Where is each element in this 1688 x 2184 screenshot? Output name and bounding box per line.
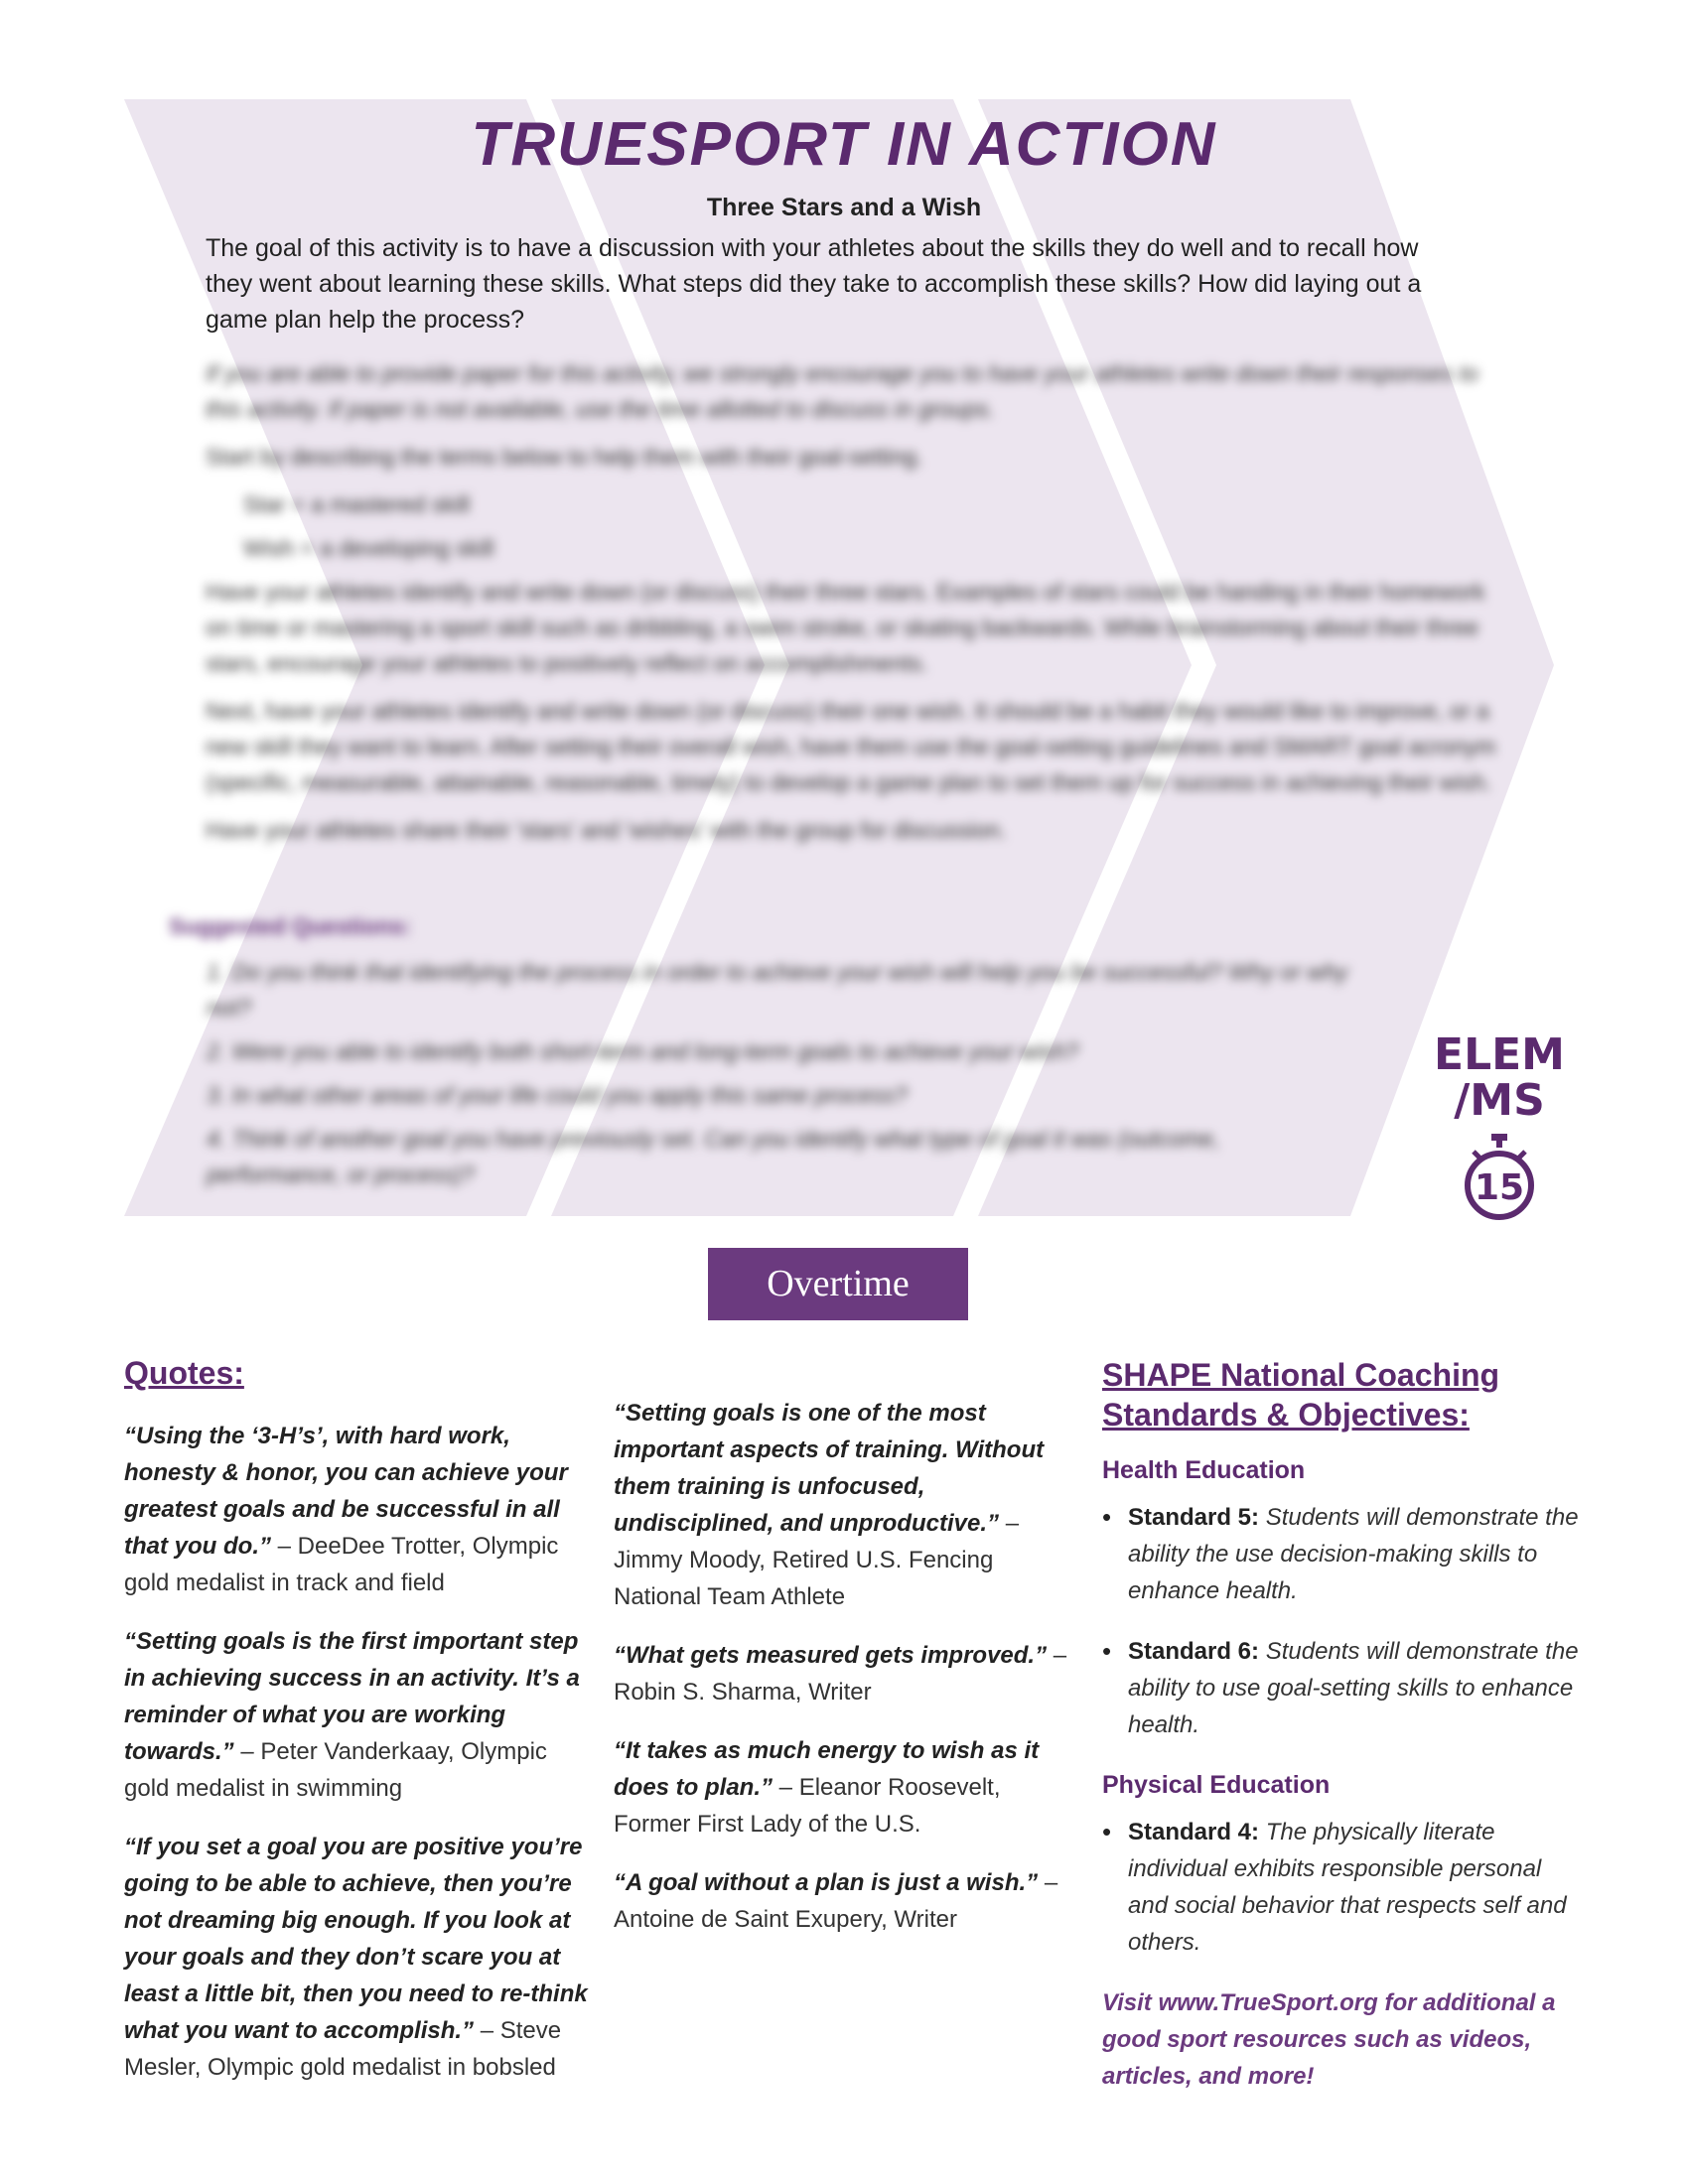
quote-author: – Eleanor Roosevelt, Former First Lady of the U.S.	[614, 1774, 1001, 1838]
stars-paragraph: Have your athletes identify and write down (or discuss) their three stars. Examples of stars could be handing in their homework on time or mastering a sport skill such as dribbling, a swim stroke, or skating backwards. While brainstorming about their three stars, encourage your athletes to positively reflect on accomplishments.	[206, 579, 1485, 676]
question-item: 1. Do you think that identifying the process in order to achieve your wish will help you be successful? Why or why not?	[207, 959, 1348, 1021]
quote	[614, 1732, 1080, 1843]
quote-text: “If you set a goal you are positive you’re going to be able to achieve, then you’re not dreaming big enough. If you look at your goals and they don’t scare you at least a little bit, then you need to re-think what you want to accomplish.”	[124, 1834, 588, 2044]
quote-author: – Jimmy Moody, Retired U.S. Fencing National Team Athlete	[614, 1510, 1020, 1610]
paper-note: If you are able to provide paper for this activity, we strongly encourage you to have your athletes write down their responses to this activity. If paper is not available, use the time allotted to discuss in groups.	[206, 360, 1478, 422]
activity-subtitle: Three Stars and a Wish	[706, 194, 982, 221]
standard-item	[1102, 1814, 1579, 1961]
quotes-column-2	[614, 1395, 1080, 1960]
quote	[614, 1637, 1080, 1710]
quote-author: – Robin S. Sharma, Writer	[614, 1642, 1067, 1706]
stopwatch-icon	[1460, 1132, 1539, 1221]
quote-text: “Setting goals is one of the most important aspects of training. Without them training is unfocused, undisciplined, and unproductive.”	[614, 1400, 1045, 1537]
standard-label: Standard 6:	[1128, 1638, 1260, 1665]
shape-standards-column	[1102, 1355, 1579, 2095]
shape-heading-text: SHAPE National Coaching Standards & Objectives:	[1102, 1357, 1500, 1433]
quote-author: – Antoine de Saint Exupery, Writer	[614, 1869, 1058, 1933]
quote-text: “A goal without a plan is just a wish.”	[614, 1869, 1039, 1896]
intro-paragraph: The goal of this activity is to have a discussion with your athletes about the skills they do well and to recall how they went about learning these skills. What steps did they take to accomplish these skills? How did laying out a game plan help the process?	[206, 234, 1422, 334]
quote	[124, 1623, 591, 1807]
quote-author: – DeeDee Trotter, Olympic gold medalist in track and field	[124, 1533, 559, 1596]
term-star: Star = a mastered skill	[243, 491, 471, 517]
blurred-instructions	[206, 355, 1516, 860]
shape-heading	[1102, 1355, 1579, 1434]
standard-text: The physically literate individual exhibits responsible personal and social behavior that respects self and others.	[1128, 1819, 1567, 1956]
question-item: 2. Were you able to identify both short-term and long-term goals to achieve your wish?	[207, 1038, 1078, 1064]
quote	[124, 1829, 591, 2086]
share-paragraph: Have your athletes share their 'stars' and 'wishes' with the group for discussion.	[206, 817, 1007, 843]
quotes-column-1	[124, 1355, 591, 2108]
standard-text: Students will demonstrate the ability to use goal-setting skills to enhance health.	[1128, 1638, 1579, 1738]
header	[0, 109, 1688, 222]
quote	[614, 1395, 1080, 1615]
standard-text: Students will demonstrate the ability the use decision-making skills to enhance health.	[1128, 1504, 1579, 1604]
level-badge	[1430, 1029, 1569, 1226]
terms-intro: Start by describing the terms below to help them with their goal-setting.	[206, 444, 923, 470]
suggested-questions-title: Suggested Questions:	[169, 913, 412, 939]
quote-text: “Using the ‘3-H’s’, with hard work, honesty & honor, you can achieve your greatest goals and be successful in all that you do.”	[124, 1423, 568, 1560]
standard-item	[1102, 1633, 1579, 1743]
question-list	[169, 954, 1360, 1192]
question-item: 4. Think of another goal you have previously set. Can you identify what type of goal it was (outcome, performance, or process)?	[207, 1126, 1220, 1187]
overtime-banner: Overtime	[708, 1248, 968, 1320]
timer-minutes: 15	[1474, 1167, 1525, 1208]
quote-text: “Setting goals is the first important step in achieving success in an activity. It’s a reminder of what you are working towards.”	[124, 1628, 580, 1765]
quote-author: – Steve Mesler, Olympic gold medalist in bobsled	[124, 2017, 562, 2081]
health-education-heading: Health Education	[1102, 1456, 1306, 1484]
wish-paragraph: Next, have your athletes identify and write down (or discuss) their one wish. It should be a habit they would like to improve, or a new skill they want to learn. After setting their overall wish, have them use the goal-setting guidelines and SMART goal acronym (specific, measurable, attainable, reasonable, timely) to develop a game plan to set them up for success in achieving their wish.	[206, 698, 1496, 795]
quote-text: “It takes as much energy to wish as it does to plan.”	[614, 1737, 1040, 1801]
visit-truesport-link[interactable]: Visit www.TrueSport.org for additional a good sport resources such as videos, articles, and more!	[1102, 1989, 1556, 2090]
page-title: TRUESPORT IN ACTION	[471, 110, 1217, 179]
quote	[124, 1418, 591, 1601]
level-label: ELEM /MS	[1434, 1029, 1565, 1126]
physical-education-heading: Physical Education	[1102, 1771, 1331, 1799]
standard-label: Standard 4:	[1128, 1819, 1260, 1845]
question-item: 3. In what other areas of your life could you apply this same process?	[207, 1082, 908, 1108]
quotes-heading: Quotes:	[124, 1355, 244, 1391]
term-wish: Wish = a developing skill	[243, 535, 494, 561]
suggested-questions	[169, 908, 1360, 1200]
quote-author: – Peter Vanderkaay, Olympic gold medalist in swimming	[124, 1738, 547, 1802]
quote-text: “What gets measured gets improved.”	[614, 1642, 1048, 1669]
quote	[614, 1864, 1080, 1938]
standard-label: Standard 5:	[1128, 1504, 1260, 1531]
standard-item	[1102, 1499, 1579, 1609]
